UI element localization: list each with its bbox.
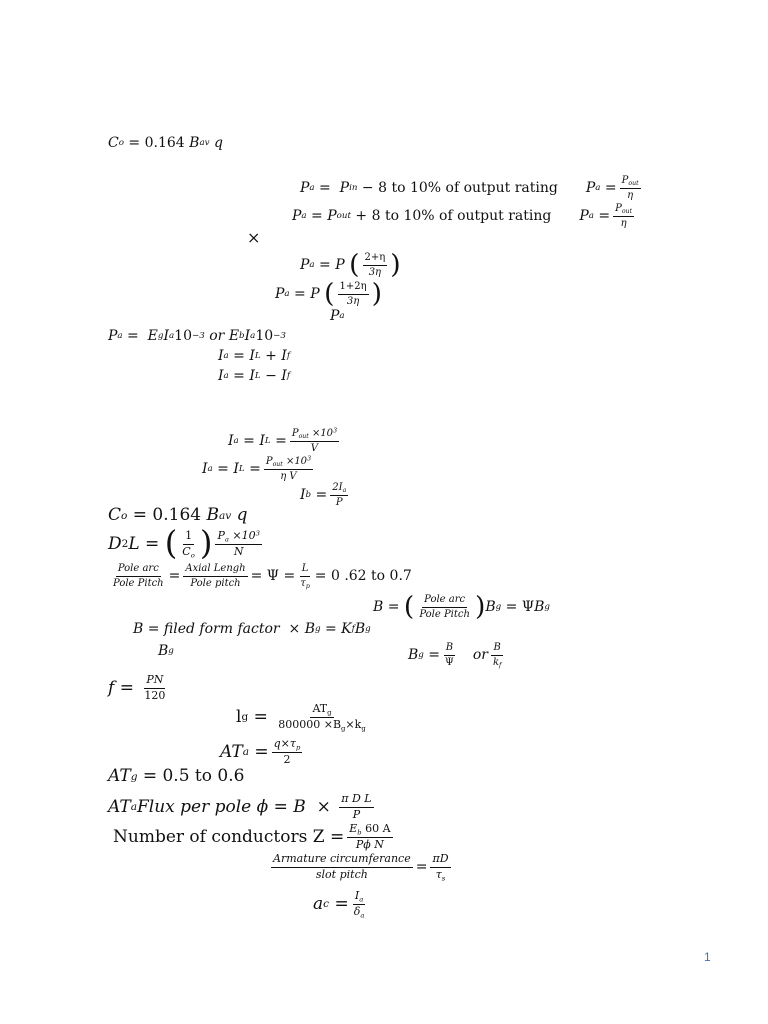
equation-frequency: f = $\frac{PN}{120}$ [108, 673, 166, 702]
bg-symbol: B g [158, 643, 174, 659]
equation-form-factor: B = filed form factor × B g = K f B g [133, 621, 371, 637]
equation-bg: B g = $\frac{B}{\Psi}$ or $\frac{B}{k_f}$ [408, 642, 502, 669]
equation-pa-motor-efficiency: P a = P ( $\frac{2+\eta}{3\eta}$ ) [300, 249, 401, 281]
multiply-symbol: × [247, 228, 261, 247]
range-text: 8 to 10% [371, 208, 435, 224]
slot-pitch-text: slot pitch [315, 867, 368, 881]
output-rating-text: of output rating [445, 180, 558, 196]
equation-conductor-area: a c = $\frac{I_a}{\delta_a}$ [313, 889, 365, 920]
equation-armature-power-motor: P a = P in − 8 to 10% of output rating P a = $\frac{P_{out}}{\eta}$ [300, 175, 639, 201]
psi-range-text: = 0 .62 to 0.7 [314, 568, 412, 584]
fraction: $\frac{P_{out}}{\eta}$ [615, 203, 633, 229]
equation-ia-motor: I a = I L − I f [218, 368, 291, 384]
armature-circumference-text: Armature circumferance [271, 853, 413, 868]
range-text: 8 to 10% [378, 180, 442, 196]
equation-ia-pout-efficiency: I a = I L = $\frac{P_{out} \times 10^3}{\text{η V}}$ [202, 455, 311, 482]
equation-output-coefficient-large: C o = 0.164 B av q [108, 505, 248, 525]
equation-armature-power-generator: P a = P out + 8 to 10% of output rating P a = $\frac{P_{out}}{\eta}$ [292, 203, 633, 229]
equation-pole-arc-ratio: $\frac{\text{Pole arc}}{\text{Pole Pitch}}$ = $\frac{\text{Axial Lengh}}{\text{Pole pitch}}$ = Ψ = $\frac{L}{\tau_p}$ = 0 .62 to 0.7 [113, 563, 412, 590]
axial-length-text: Axial Lengh [183, 563, 247, 577]
fraction: $\frac{P_{out}}{\eta}$ [621, 175, 639, 201]
number-of-conductors-text: Number of conductors Z = [113, 826, 345, 847]
eb-numerator-text: 60 A [365, 822, 391, 835]
page-number: 1 [704, 950, 711, 964]
equation-flux-per-pole: AT a Flux per pole ϕ = B × $\frac{\text{π D L}}{P}$ [108, 792, 372, 821]
atg-range-text: = 0.5 to 0.6 [142, 766, 245, 786]
or-text: or [209, 328, 225, 344]
lg-denominator-text: 800000 ×B [278, 717, 342, 731]
equation-pa-emf: P a = E g I a 10 −3 or E b I a 10 −3 [108, 328, 286, 344]
pole-pitch-text: Pole Pitch [113, 577, 164, 589]
equation-number-of-conductors: Number of conductors Z = $\frac{E_b 60 A}{\text{Pϕ N}}$ [113, 822, 391, 851]
equation-pa-generator-efficiency: P a = P ( $\frac{1+2\eta}{3\eta}$ ) [275, 278, 382, 310]
equation-slot-pitch: $\frac{\text{Armature circumferance}}{\text{slot pitch}}$ = $\frac{\pi D}{\tau_s}$ [273, 852, 449, 883]
form-factor-text: filed form factor [163, 621, 280, 637]
co-value-text: 0.164 [144, 135, 185, 151]
equation-ib: I b = $\frac{2I_a}{P}$ [300, 482, 347, 508]
pa-symbol: P a [330, 308, 345, 324]
equation-output-coefficient: C o = 0.164 B av q [108, 135, 223, 151]
equation-d2l: D 2 L = ( $\frac{1}{C_o}$ ) $\frac{P_a \times 10^3}{N}$ [108, 524, 260, 563]
equation-ia-pout: I a = I L = $\frac{P_{out} \times 10^3}{V}$ [228, 427, 337, 454]
output-rating-text: of output rating [439, 208, 552, 224]
pole-pitch-lower-text: Pole pitch [190, 577, 241, 589]
equation-ia-generator: I a = I L + I f [218, 348, 291, 364]
pole-arc-text: Pole arc [116, 563, 161, 577]
equation-air-gap-length: l g = $\frac{AT_g}{800000 \times B_g\times k_g}$ [236, 702, 366, 733]
equation-ata: AT a = $\frac{q\times\tau_p}{2}$ [220, 737, 301, 766]
f-denominator-text: 120 [144, 688, 166, 702]
equation-atg-range: AT g = 0.5 to 0.6 [108, 766, 245, 786]
equation-b-pole-arc: B = ( $\frac{\text{Pole arc}}{\text{Pole Pitch}}$ ) B g = Ψ B g [373, 591, 550, 623]
flux-per-pole-text: Flux per pole [136, 796, 252, 817]
or-text: or [472, 647, 488, 663]
